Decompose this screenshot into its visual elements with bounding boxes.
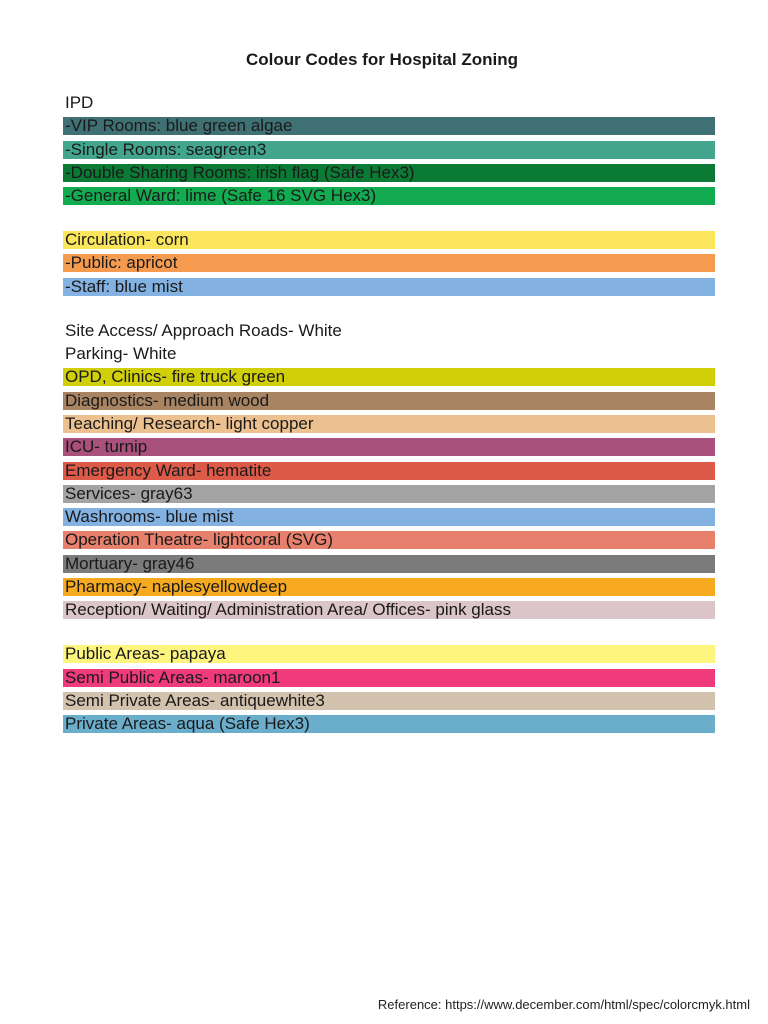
colour-swatch-row: Semi Public Areas- maroon1 xyxy=(63,669,715,687)
colour-swatch-row: Services- gray63 xyxy=(63,485,715,503)
colour-swatch-row: ICU- turnip xyxy=(63,438,715,456)
colour-swatch-row: Mortuary- gray46 xyxy=(63,555,715,573)
colour-group xyxy=(63,645,715,733)
colour-swatch-row: -Staff: blue mist xyxy=(63,278,715,296)
colour-swatch-row: Reception/ Waiting/ Administration Area/ Offices- pink glass xyxy=(63,601,715,619)
colour-swatch-row: Emergency Ward- hematite xyxy=(63,462,715,480)
colour-swatch-row: -Double Sharing Rooms: irish flag (Safe Hex3) xyxy=(63,164,715,182)
section-heading: Parking- White xyxy=(65,345,177,364)
reference-note: Reference: https://www.december.com/html/spec/colorcmyk.html xyxy=(377,997,750,1012)
colour-swatch-row: Semi Private Areas- antiquewhite3 xyxy=(63,692,715,710)
colour-group xyxy=(63,322,715,620)
colour-swatch-row: -Single Rooms: seagreen3 xyxy=(63,141,715,159)
colour-swatch-row: Private Areas- aqua (Safe Hex3) xyxy=(63,715,715,733)
section-heading: IPD xyxy=(65,94,94,112)
colour-swatch-row: Washrooms- blue mist xyxy=(63,508,715,526)
colour-swatch-row: OPD, Clinics- fire truck green xyxy=(63,368,715,386)
colour-swatch-row: Diagnostics- medium wood xyxy=(63,392,715,410)
colour-swatch-row: -Public: apricot xyxy=(63,254,715,272)
colour-swatch-row: -VIP Rooms: blue green algae xyxy=(63,117,715,135)
colour-group xyxy=(63,231,715,296)
section-heading: Site Access/ Approach Roads- White xyxy=(65,321,342,340)
colour-swatch-row: Pharmacy- naplesyellowdeep xyxy=(63,578,715,596)
page-title: Colour Codes for Hospital Zoning xyxy=(246,50,518,69)
colour-swatch-row: Teaching/ Research- light copper xyxy=(63,415,715,433)
colour-swatch-row: Public Areas- papaya xyxy=(63,645,715,663)
colour-swatch-row: Circulation- corn xyxy=(63,231,715,249)
colour-swatch-row: -General Ward: lime (Safe 16 SVG Hex3) xyxy=(63,187,715,205)
colour-swatch-row: Operation Theatre- lightcoral (SVG) xyxy=(63,531,715,549)
colour-code-list xyxy=(63,94,715,739)
colour-group xyxy=(63,94,715,205)
